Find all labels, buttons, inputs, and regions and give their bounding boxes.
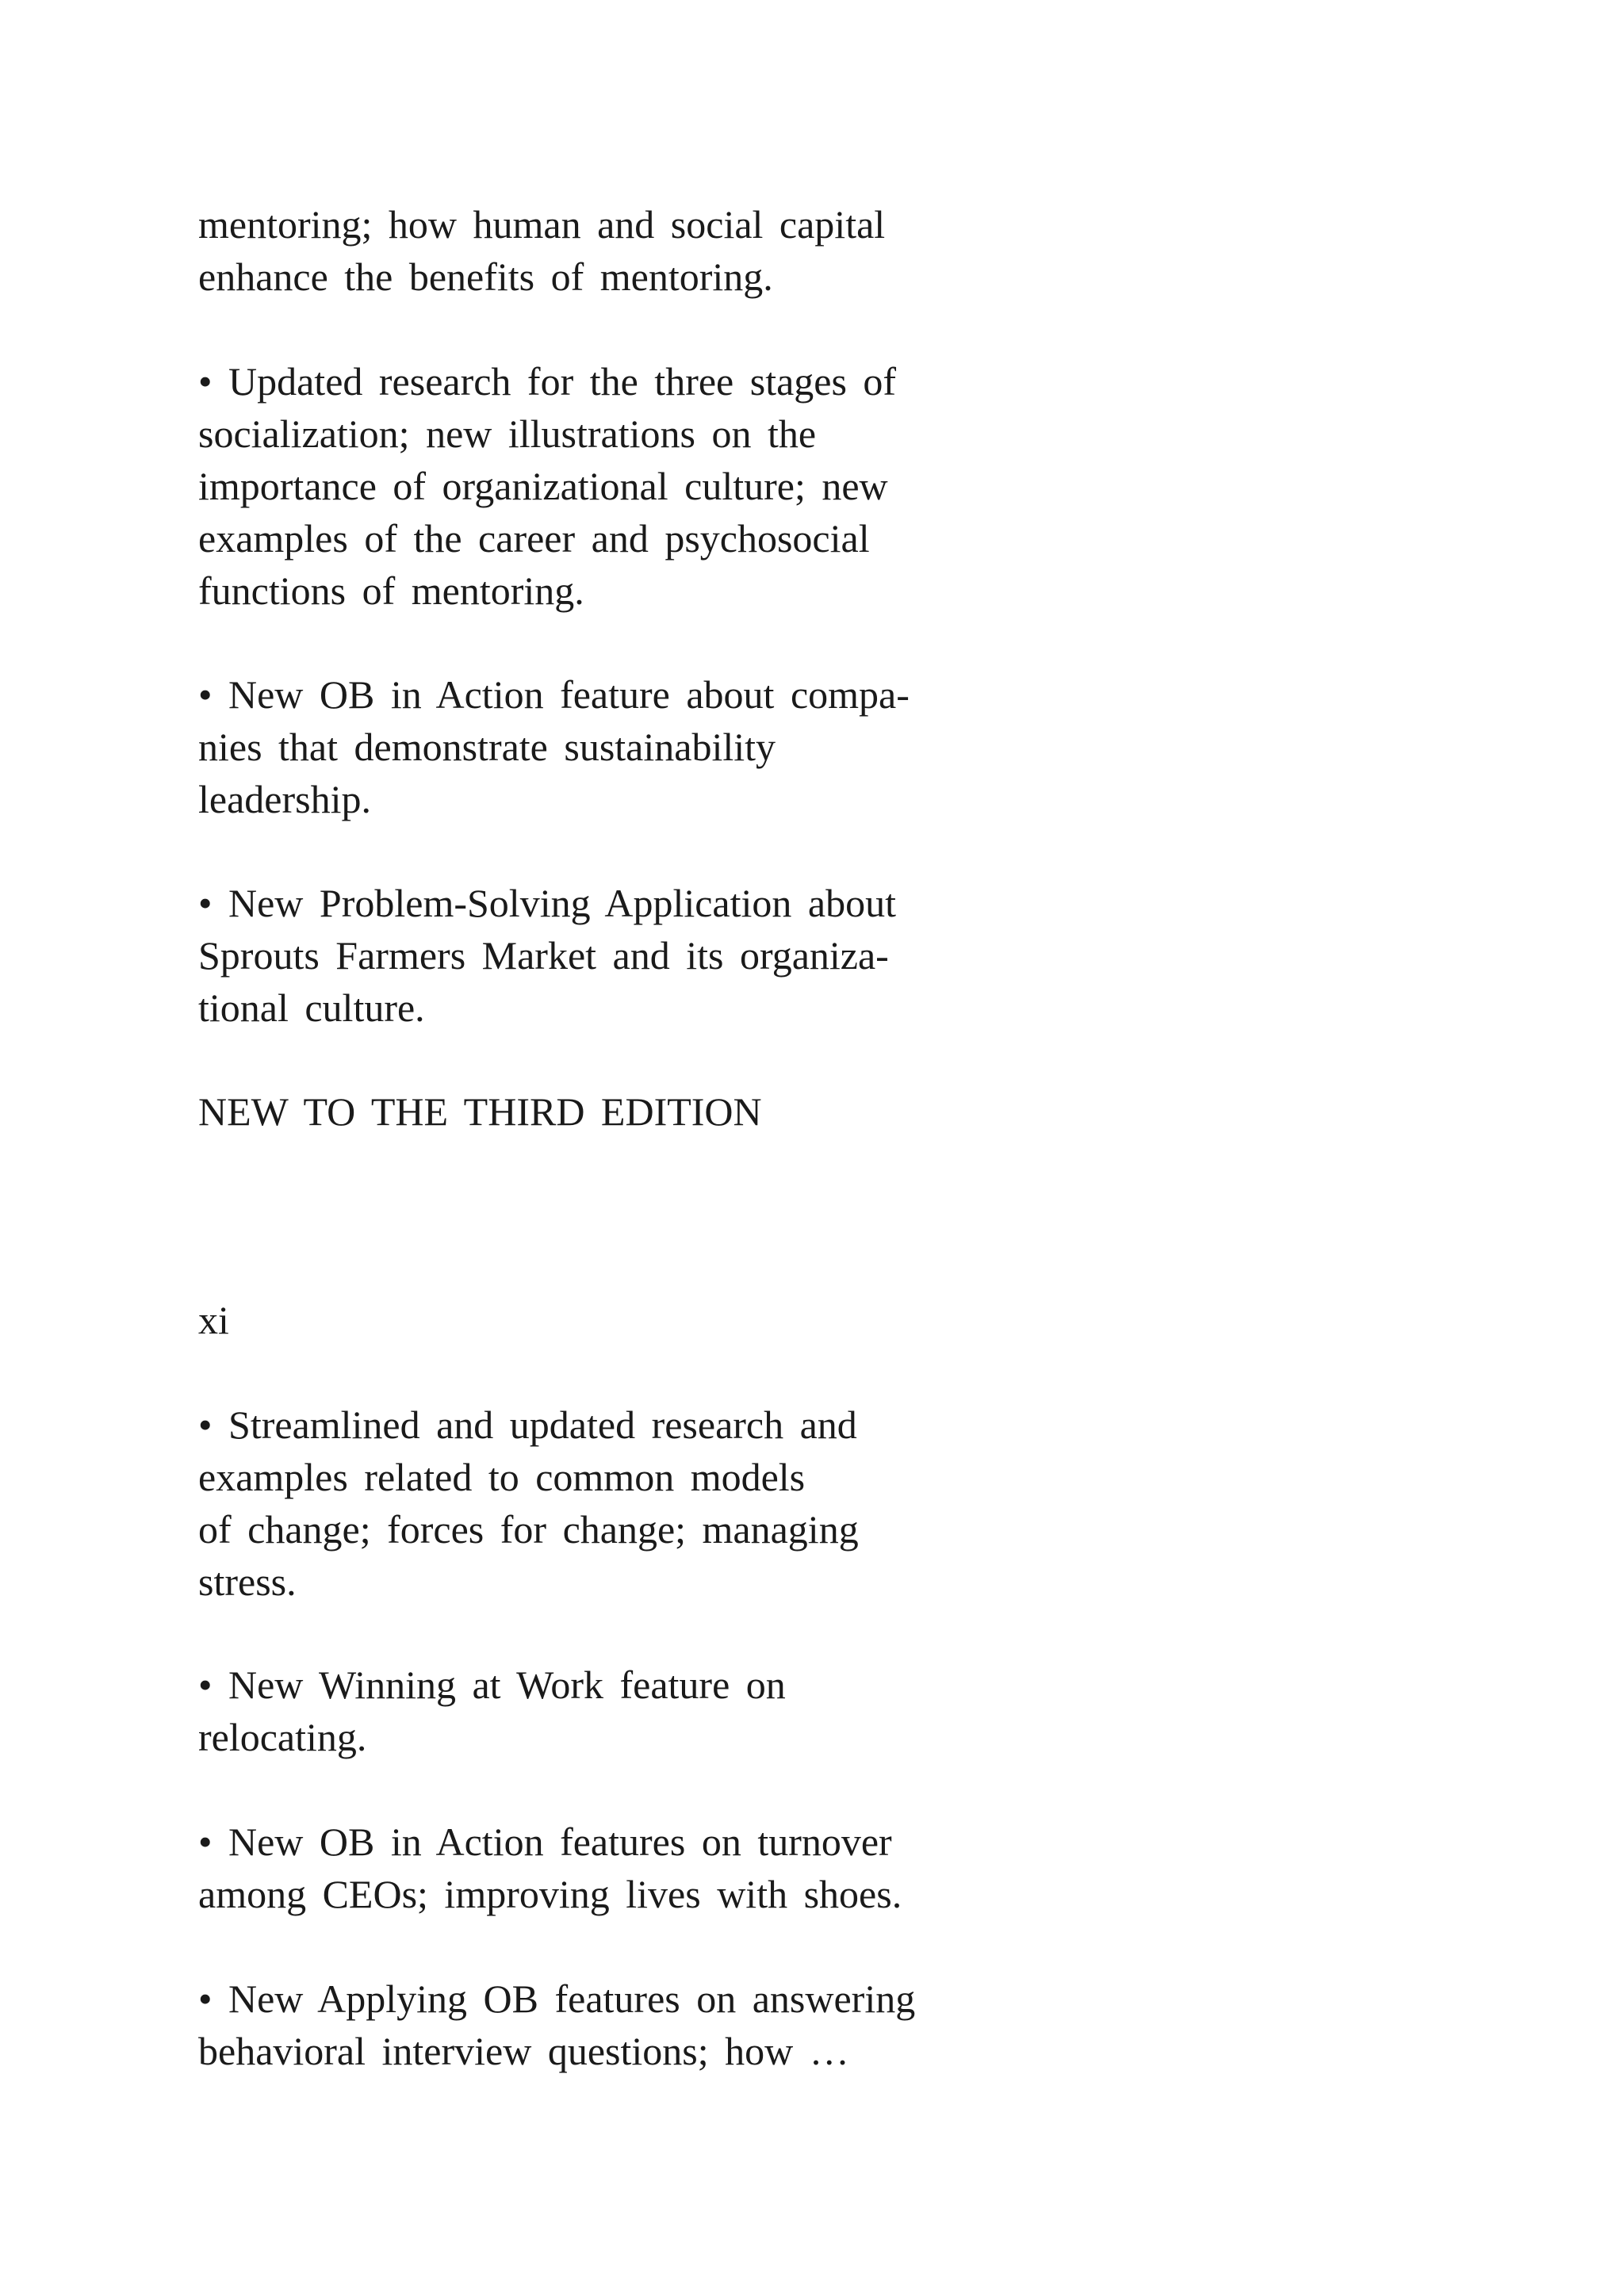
models-of-change-bullet: • Streamlined and updated research and examples related to common models of change; forces for change; managing stress. xyxy=(198,1402,859,1604)
problem-solving-bullet: • New Problem-Solving Application about Sprouts Farmers Market and its organiza- tional culture. xyxy=(198,881,896,1030)
socialization-bullet: • Updated research for the three stages of socialization; new illustrations on the importance of organizational culture; new examples of the career and psychosocial functions of mentoring. xyxy=(198,359,897,613)
page-number: xi xyxy=(198,1298,229,1342)
mentoring-continuation-paragraph: mentoring; how human and social capital enhance the benefits of mentoring. xyxy=(198,202,886,299)
applying-ob-bullet: • New Applying OB features on answering behavioral interview questions; how … xyxy=(198,1976,916,2073)
winning-at-work-bullet: • New Winning at Work feature on relocating. xyxy=(198,1663,786,1759)
ob-in-action-sustainability-bullet: • New OB in Action feature about compa- nies that demonstrate sustainability leadership. xyxy=(198,672,910,821)
section-heading: NEW TO THE THIRD EDITION xyxy=(198,1089,762,1134)
ob-in-action-ceos-bullet: • New OB in Action features on turnover among CEOs; improving lives with shoes. xyxy=(198,1820,902,1916)
